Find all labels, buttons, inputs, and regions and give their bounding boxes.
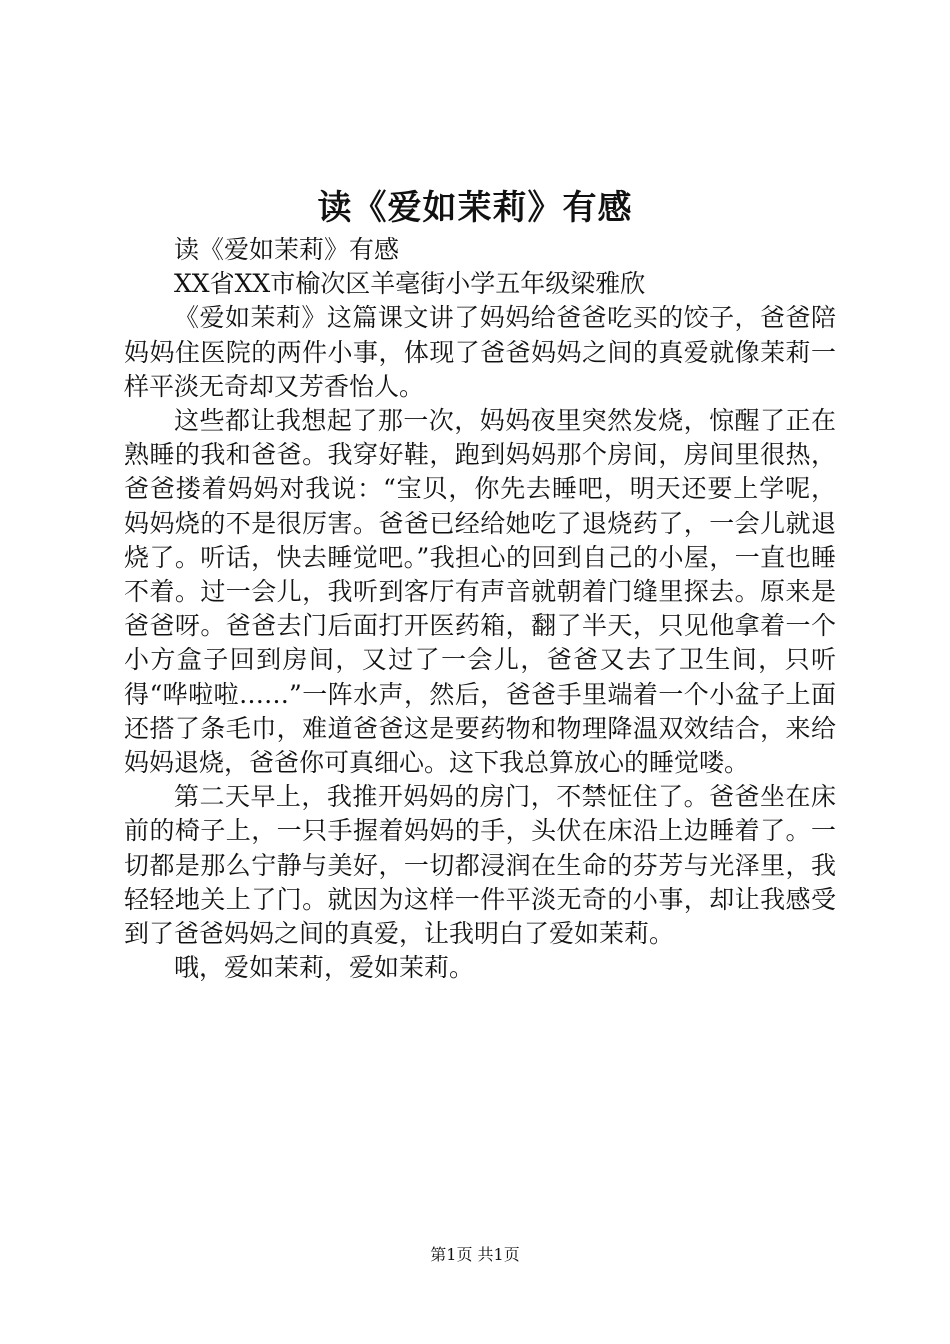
page-number-footer: 第1页 共1页 [430,1245,520,1264]
paragraph: 哦，爱如茉莉，爱如茉莉。 [174,953,475,983]
paragraph: 这些都让我想起了那一次，妈妈夜里突然发烧，惊醒了正在熟睡的我和爸爸。我穿好鞋，跑到妈妈那个房间，房间里很热，爸爸搂着妈妈对我说：“宝贝，你先去睡吧，明天还要上学呢，妈妈烧的不是很厉害。爸爸已经给她吃了退烧药了，一会儿就退烧了。听话，快去睡觉吧。”我担心的回到自己的小屋，一直也睡不着。过一会儿，我听到客厅有声音就朝着门缝里探去。原来是爸爸呀。爸爸去门后面打开医药箱，翻了半天，只见他拿着一个小方盒子回到房间，又过了一会儿，爸爸又去了卫生间，只听得“哗啦啦……”一阵水声，然后，爸爸手里端着一个小盆子上面还搭了条毛巾，难道爸爸这是要药物和物理降温双效结合，来给妈妈退烧，爸爸你可真细心。这下我总算放心的睡觉喽。 [124,406,836,778]
document-body [124,233,836,985]
paragraph: 《爱如茉莉》这篇课文讲了妈妈给爸爸吃买的饺子，爸爸陪妈妈住医院的两件小事，体现了爸爸妈妈之间的真爱就像茉莉一样平淡无奇却又芳香怡人。 [124,303,836,401]
paragraph: 第二天早上，我推开妈妈的房门，不禁怔住了。爸爸坐在床前的椅子上，一只手握着妈妈的手，头伏在床沿上边睡着了。一切都是那么宁静与美好，一切都浸润在生命的芬芳与光泽里，我轻轻地关上了门。就因为这样一件平淡无奇的小事，却让我感受到了爸爸妈妈之间的真爱，让我明白了爱如茉莉。 [124,782,836,949]
page-title: 读《爱如茉莉》有感 [317,188,633,228]
document-subtitle: 读《爱如茉莉》有感 [174,235,400,264]
author-line: XX省XX市榆次区羊毫街小学五年级梁雅欣 [174,269,646,299]
